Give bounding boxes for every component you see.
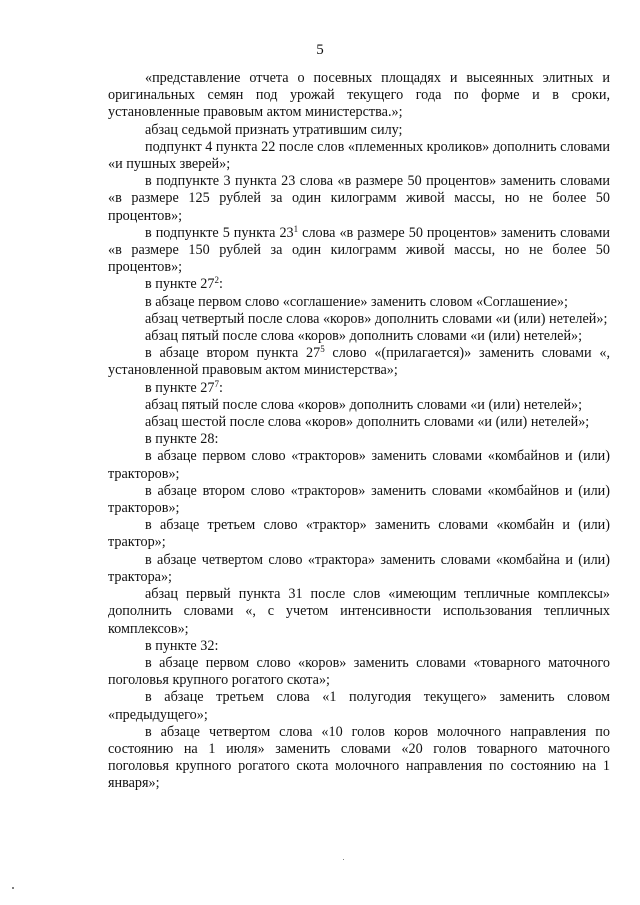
paragraph: [108, 225, 610, 277]
superscript-index: 7: [214, 378, 219, 389]
paragraph: абзац седьмой признать утратившим силу;: [145, 121, 403, 138]
paragraph: в абзаце первом слово «тракторов» заменить словами «комбайнов и (или) тракторов»;: [108, 448, 610, 482]
paragraph: в подпункте 3 пункта 23 слова «в размере 50 процентов» заменить словами «в размере 125 рублей за один килограмм живой массы, но не более 50 процентов»;: [108, 173, 610, 224]
paragraph: абзац пятый после слова «коров» дополнить словами «и (или) нетелей»;: [145, 328, 583, 345]
paragraph-text: слова «в размере 50 процентов» заменить словами «в размере 150 рублей за один килограмм живой массы, но не более 50 процентов»;: [108, 224, 610, 276]
scan-speck: [343, 859, 344, 860]
paragraph-text: :: [218, 379, 223, 396]
paragraph: [108, 380, 610, 397]
paragraph: [108, 276, 610, 293]
page-number: 5: [316, 42, 324, 58]
paragraph-text: в подпункте 5 пункта 23: [145, 224, 294, 241]
paragraph: в пункте 28:: [145, 431, 219, 448]
paragraph-text: в пункте 27: [145, 379, 215, 396]
paragraph: в абзаце четвертом слово «трактора» заменить словами «комбайна и (или) трактора»;: [108, 551, 610, 585]
paragraph: в абзаце втором слово «тракторов» заменить словами «комбайнов и (или) тракторов»;: [108, 482, 610, 517]
paragraph-text: в пункте 27: [145, 276, 215, 293]
paragraph: абзац первый пункта 31 после слов «имеющим тепличные комплексы» дополнить словами «, с учетом интенсивности использования тепличных комплексов»;: [108, 586, 610, 637]
paragraph: в абзаце первом слово «соглашение» заменить словом «Соглашение»;: [145, 293, 568, 310]
paragraph-text: в абзаце втором пункта 27: [145, 345, 321, 362]
paragraph: абзац четвертый после слова «коров» дополнить словами «и (или) нетелей»;: [145, 310, 608, 327]
paragraph: абзац пятый после слова «коров» дополнить словами «и (или) нетелей»;: [145, 396, 583, 413]
superscript-index: 5: [320, 344, 325, 355]
paragraph-text: слово «(прилагается)» заменить словами «, установленной правовым актом министерства»;: [108, 345, 611, 379]
paragraph: подпункт 4 пункта 22 после слов «племенных кроликов» дополнить словами «и пушных зверей»;: [108, 138, 610, 173]
document-body: [108, 70, 610, 793]
paragraph: [108, 345, 610, 379]
paragraph: в абзаце третьем слова «1 полугодия текущего» заменить словом «предыдущего»;: [108, 689, 610, 723]
paragraph: «представление отчета о посевных площадях и высеянных элитных и оригинальных семян под урожай текущего года по форме и в сроки, установленные правовым актом министерства.»;: [108, 70, 610, 121]
superscript-index: 2: [214, 275, 219, 286]
scan-speck: [12, 887, 14, 889]
paragraph: в абзаце третьем слово «трактор» заменить словами «комбайн и (или) трактор»;: [108, 517, 610, 551]
superscript-index: 1: [293, 223, 299, 234]
paragraph: абзац шестой после слова «коров» дополнить словами «и (или) нетелей»;: [145, 414, 590, 431]
paragraph: в абзаце четвертом слова «10 голов коров молочного направления по состоянию на 1 июля» заменить словами «20 голов товарного маточного поголовья крупного рогатого скота молочного направления по состоянию на 1 января»;: [108, 723, 610, 792]
paragraph: в абзаце первом слово «коров» заменить словами «товарного маточного поголовья крупного рогатого скота»;: [108, 654, 610, 689]
paragraph: в пункте 32:: [145, 637, 219, 654]
paragraph-text: :: [218, 276, 223, 293]
